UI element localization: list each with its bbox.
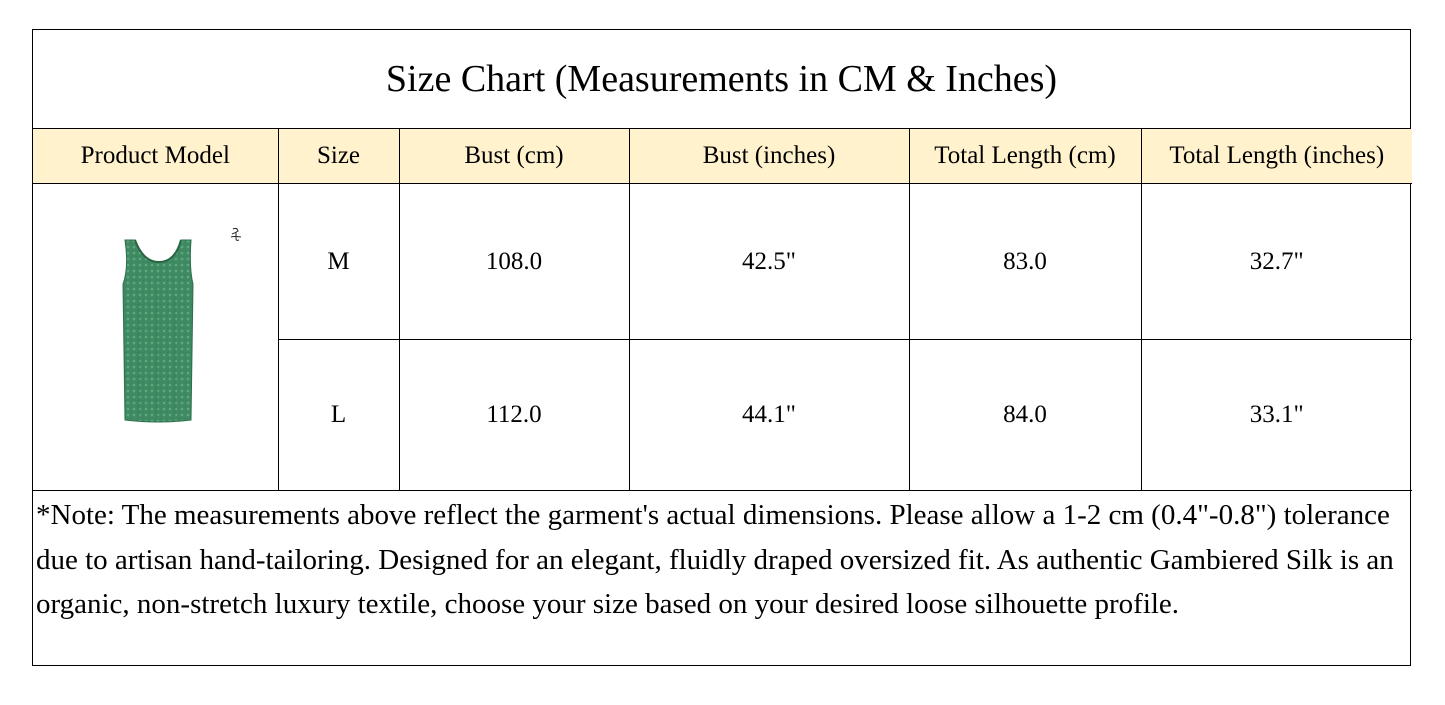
product-image-cell bbox=[33, 184, 278, 491]
cell-length-cm: 84.0 bbox=[909, 340, 1141, 491]
header-row bbox=[33, 129, 1412, 184]
cell-size: M bbox=[278, 184, 399, 340]
cell-length-inches: 32.7" bbox=[1141, 184, 1412, 340]
cell-bust-cm: 112.0 bbox=[399, 340, 629, 491]
header-size: Size bbox=[278, 129, 399, 184]
size-table bbox=[33, 129, 1412, 491]
table-row bbox=[33, 184, 1412, 340]
cell-length-cm: 83.0 bbox=[909, 184, 1141, 340]
size-chart bbox=[32, 29, 1411, 666]
size-note: *Note: The measurements above reflect the garment's actual dimensions. Please allow a 1-2 cm (0.4"-0.8") tolerance due to artisan hand-tailoring. Designed for an elegant, fluidly draped oversized fit. As authentic Gambiered Silk is an organic, non-stretch luxury textile, choose your size based on your desired loose silhouette profile. bbox=[36, 499, 1394, 620]
header-bust-cm: Bust (cm) bbox=[399, 129, 629, 184]
logo-mark bbox=[229, 222, 243, 238]
cell-bust-inches: 42.5" bbox=[629, 184, 909, 340]
cell-bust-cm: 108.0 bbox=[399, 184, 629, 340]
cell-length-inches: 33.1" bbox=[1141, 340, 1412, 491]
chart-title: Size Chart (Measurements in CM & Inches) bbox=[33, 30, 1410, 129]
header-length-cm: Total Length (cm) bbox=[909, 129, 1141, 184]
header-bust-inches: Bust (inches) bbox=[629, 129, 909, 184]
cell-bust-inches: 44.1" bbox=[629, 340, 909, 491]
header-product-model: Product Model bbox=[33, 129, 278, 184]
product-image bbox=[119, 238, 199, 424]
cell-size: L bbox=[278, 340, 399, 491]
header-length-inches: Total Length (inches) bbox=[1141, 129, 1412, 184]
